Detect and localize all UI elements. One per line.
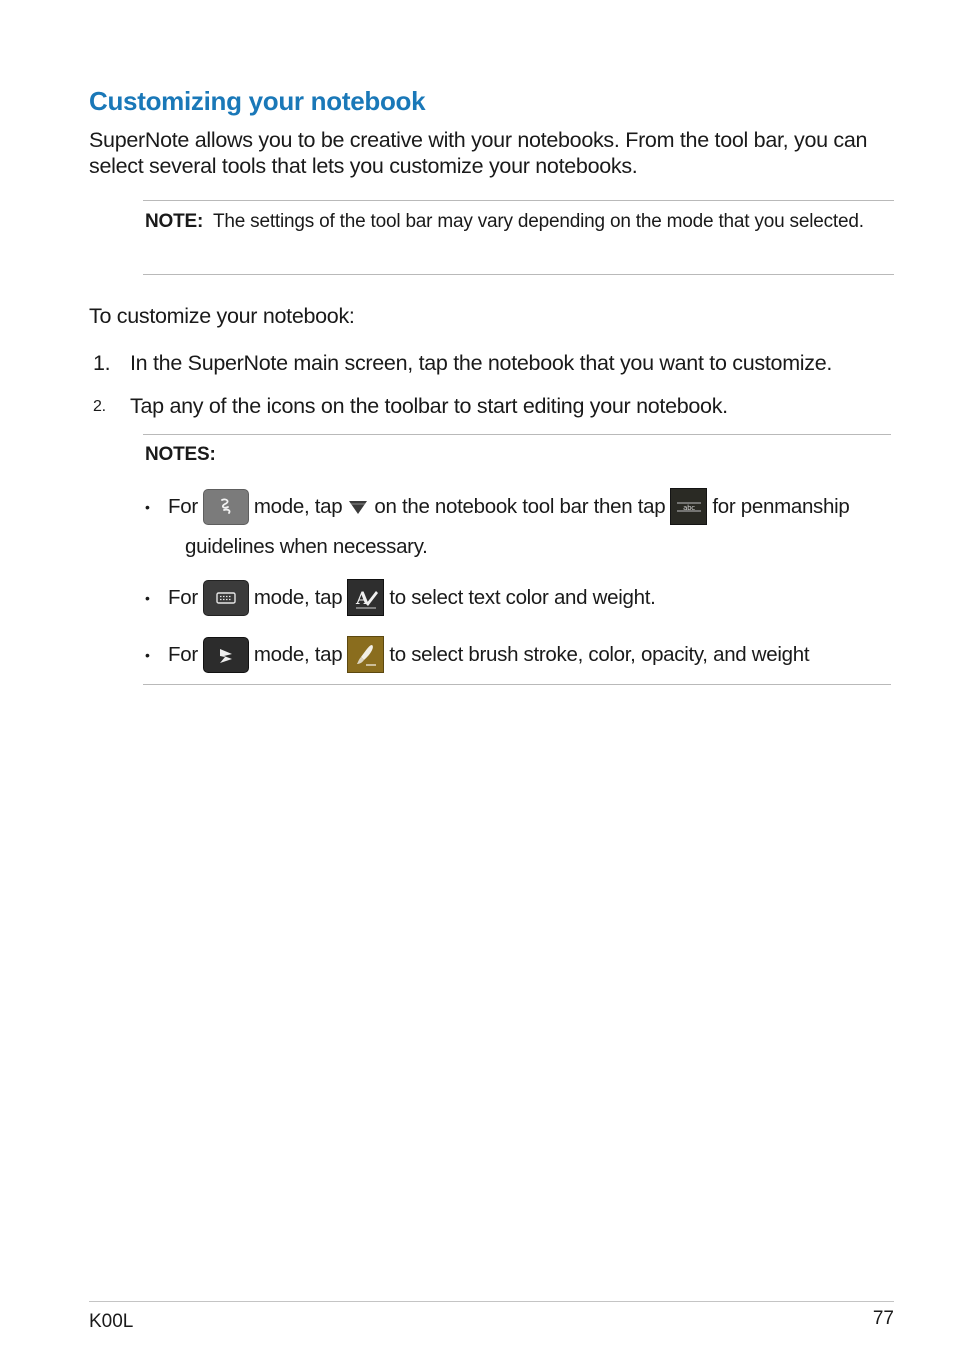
svg-text:abc: abc: [683, 503, 695, 512]
section-heading: Customizing your notebook: [89, 86, 426, 116]
bullet-continuation: guidelines when necessary.: [185, 535, 428, 558]
penmanship-guideline-icon: [670, 488, 707, 525]
bullet-mode-tap: mode, tap: [253, 642, 343, 666]
footer-model: K00L: [89, 1311, 134, 1332]
notes-title: NOTES:: [145, 444, 216, 465]
notes-top-rule: [143, 434, 891, 435]
svg-text:A: A: [355, 588, 369, 609]
bullet-end: to select text color and weight.: [389, 585, 656, 609]
brush-tool-icon: [347, 636, 384, 673]
page-number: 77: [872, 1308, 894, 1329]
step-1: [89, 351, 909, 376]
keyboard-mode-icon: [203, 580, 249, 616]
scribble-mode-icon: [203, 489, 249, 525]
notes-bullet-2: [145, 579, 656, 616]
doodle-mode-icon: [203, 637, 249, 673]
step-2: [89, 394, 909, 419]
bullet-middle: on the notebook tool bar then tap: [374, 494, 666, 518]
footer-rule: [89, 1301, 894, 1302]
step-number: 2.: [93, 398, 106, 415]
step-text: Tap any of the icons on the toolbar to start editing your notebook.: [130, 394, 728, 418]
bullet-dot: •: [145, 498, 150, 515]
instructions-lead: To customize your notebook:: [89, 304, 355, 328]
bullet-end: to select brush stroke, color, opacity, and weight: [389, 642, 810, 666]
bullet-mode-tap: mode, tap: [253, 585, 343, 609]
note-bottom-rule: [143, 274, 894, 275]
bullet-dot: •: [145, 646, 150, 663]
note-box: [145, 207, 880, 236]
intro-paragraph: SuperNote allows you to be creative with your notebooks. From the tool bar, you can select several tools that lets you customize your notebooks.: [89, 128, 868, 178]
notes-bullet-1: [145, 488, 849, 525]
step-text: In the SuperNote main screen, tap the notebook that you want to customize.: [130, 351, 833, 375]
bullet-for: For: [168, 494, 198, 518]
bullet-for: For: [168, 585, 198, 609]
note-top-rule: [143, 200, 894, 201]
bullet-for: For: [168, 642, 198, 666]
notes-bottom-rule: [143, 684, 891, 685]
note-text: The settings of the tool bar may vary depending on the mode that you selected.: [212, 211, 864, 232]
note-label: NOTE:: [145, 211, 204, 232]
bullet-end: for penmanship: [712, 494, 850, 518]
bullet-dot: •: [145, 589, 150, 606]
text-color-pen-icon: [347, 579, 384, 616]
step-number: 1.: [93, 351, 111, 375]
dropdown-triangle-icon: [347, 498, 369, 516]
notes-bullet-3: [145, 636, 809, 673]
bullet-mode-tap: mode, tap: [253, 494, 343, 518]
